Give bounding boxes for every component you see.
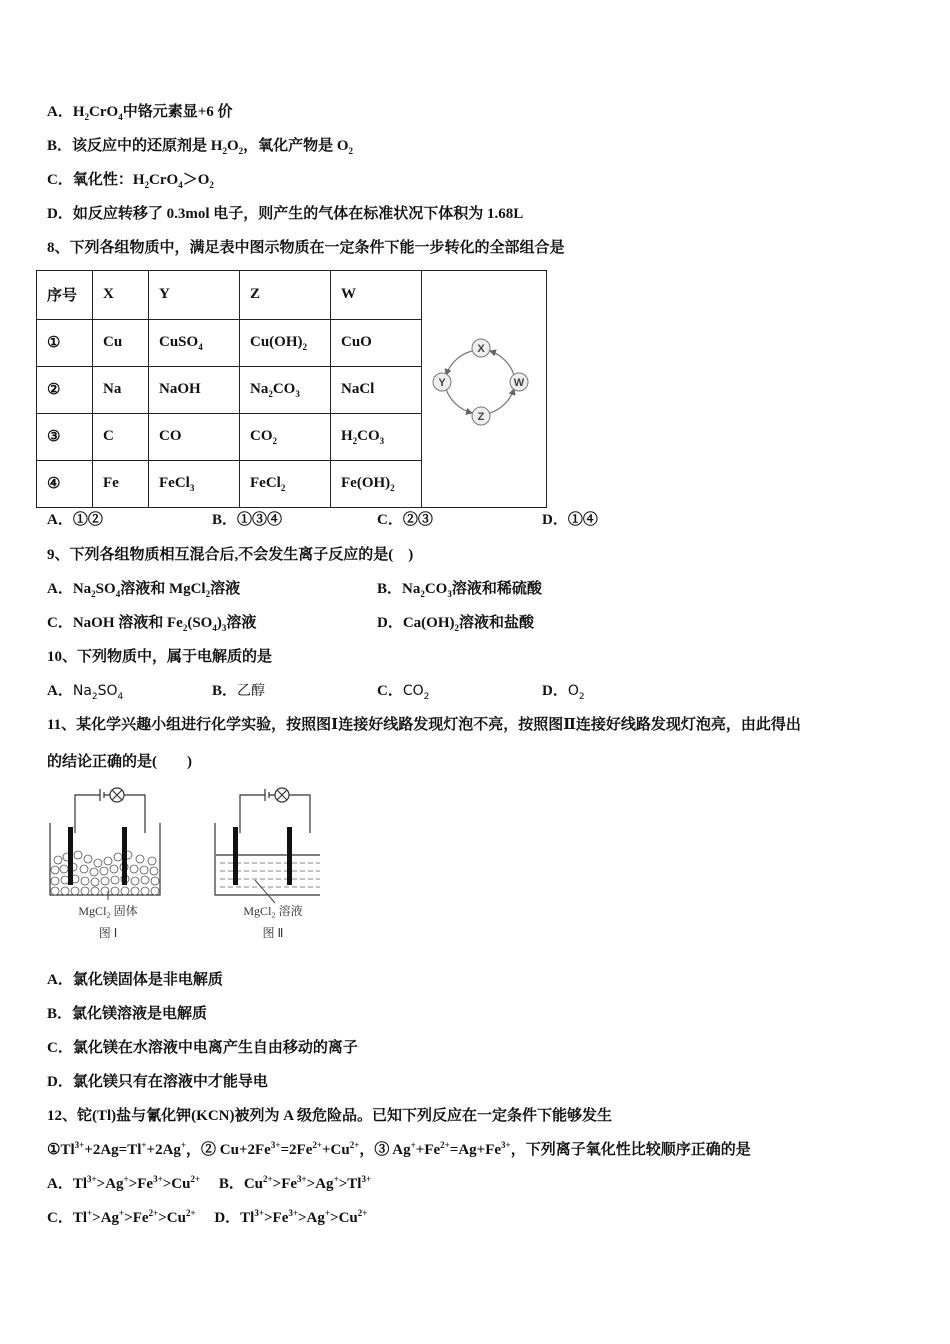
table-cell: ③ (37, 413, 93, 460)
q10-option-c: C．$CO_2$ (377, 683, 430, 702)
table-cell: $Fe(OH)_2$ (331, 460, 422, 507)
q7-option-d: D．如反应转移了 0.3mol 电子，则产生的气体在标准状况下体积为 1.68L (47, 206, 524, 222)
q11-figures (40, 785, 320, 945)
table-header: Z (240, 271, 331, 320)
q11-option-a: A．氯化镁固体是非电解质 (47, 972, 223, 988)
q11-stem: 11、某化学兴趣小组进行化学实验，按照图Ⅰ连接好线路发现灯泡不亮，按照图Ⅱ连接好线路发现灯泡亮，由此得出 (47, 717, 801, 733)
q8-stem: 8、下列各组物质中，满足表中图示物质在一定条件下能一步转化的全部组合是 (47, 240, 565, 256)
q8-option-a: A．①② (47, 512, 103, 528)
table-cell: ④ (37, 460, 93, 507)
table-cell: CuSO$_4$ (149, 319, 240, 366)
table-cell: $Na_2CO_3$ (240, 366, 331, 413)
node-z (472, 407, 490, 425)
q10-option-a: A．$Na_2SO_4$ (47, 683, 124, 702)
q11-option-c: C．氯化镁在水溶液中电离产生自由移动的离子 (47, 1040, 358, 1056)
table-header: X (93, 271, 149, 320)
table-cell: Cu (93, 319, 149, 366)
table-cell: CO (149, 413, 240, 460)
table-header-row (37, 271, 547, 320)
svg-text:W: W (513, 377, 525, 389)
q12-options-cd: C．$Tl^+>Ag^+>Fe^{2+}>Cu^{2+}$ D．$Tl^{3+}>Fe^{3+}>Ag^+>Cu^{2+}$ (47, 1208, 368, 1226)
q7-option-b: B．该反应中的还原剂是 $H_2O_2$，氧化产物是 $O_2$ (47, 138, 354, 156)
node-w (510, 373, 528, 391)
q8-option-c: C．②③ (377, 512, 433, 528)
electrode (122, 827, 127, 885)
table-cell: $Cu(OH)_2$ (240, 319, 331, 366)
table-cell: Na (93, 366, 149, 413)
table-cell: CuO (331, 319, 422, 366)
fig2-label: MgCl₂ 溶液 (243, 904, 303, 918)
table-header: W (331, 271, 422, 320)
table-cell: $CO_2$ (240, 413, 331, 460)
node-y (433, 373, 451, 391)
electrode (233, 827, 238, 885)
svg-text:Y: Y (438, 377, 446, 389)
table-cell: ② (37, 366, 93, 413)
q9-option-a: A．$Na_2SO_4$溶液和 MgCl$_2$溶液 (47, 581, 241, 599)
table-cell: FeCl$_3$ (149, 460, 240, 507)
svg-text:Z: Z (477, 411, 485, 423)
table-cell: FeCl$_2$ (240, 460, 331, 507)
electrode (287, 827, 292, 885)
q10-option-d: D．$O_2$ (542, 683, 585, 702)
fig1-caption: 图 Ⅰ (98, 926, 118, 940)
table-cell: NaCl (331, 366, 422, 413)
q9-option-d: D．$Ca(OH)_2$溶液和盐酸 (377, 615, 535, 633)
table-cell: C (93, 413, 149, 460)
table-cell: Fe (93, 460, 149, 507)
cycle-diagram-cell (422, 271, 547, 508)
q9-option-b: B．$Na_2CO_3$溶液和稀硫酸 (377, 581, 542, 599)
node-x (472, 339, 490, 357)
table-cell: ① (37, 319, 93, 366)
q11-stem-cont: 的结论正确的是( ) (47, 754, 192, 770)
q12-options-ab: A．$Tl^{3+}>Ag^+>Fe^{3+}>Cu^{2+}$ B．$Cu^{2+}>Fe^{3+}>Ag^+>Tl^{3+}$ (47, 1174, 372, 1192)
electrode (68, 827, 73, 885)
q9-option-c: C．NaOH 溶液和 $Fe_2(SO_4)_3$溶液 (47, 615, 257, 633)
q12-stem: 12、铊(Tl)盐与氰化钾(KCN)被列为 A 级危险品。已知下列反应在一定条件下能够发生 (47, 1108, 612, 1124)
q10-option-b: B．乙醇 (212, 683, 266, 699)
fig1-label: MgCl₂ 固体 (78, 904, 138, 918)
svg-text:X: X (477, 343, 485, 355)
q8-option-b: B．①③④ (212, 512, 283, 528)
table-cell: NaOH (149, 366, 240, 413)
table-cell: $H_2CO_3$ (331, 413, 422, 460)
table-header: 序号 (37, 271, 93, 320)
q9-stem: 9、下列各组物质相互混合后,不会发生离子反应的是( ) (47, 547, 414, 563)
cycle-diagram (422, 271, 546, 507)
q7-option-a: A．$H_2CrO_4$中铬元素显+6 价 (47, 104, 233, 122)
q8-option-d: D．①④ (542, 512, 598, 528)
q7-option-c: C．氧化性：$H_2CrO_4>O_2$ (47, 172, 214, 190)
q10-stem: 10、下列物质中，属于电解质的是 (47, 649, 273, 665)
q12-reactions: $①Tl^{3+}+2Ag=Tl^++2Ag^+$，② $Cu+2Fe^{3+}=2Fe^{2+}+Cu^{2+}$，③ $Ag^++Fe^{2+}=Ag+Fe^{3+}$，下列离子氧化性比较顺序正确的是 (47, 1140, 751, 1158)
table-header: Y (149, 271, 240, 320)
fig2-caption: 图 Ⅱ (262, 926, 284, 940)
q11-option-d: D．氯化镁只有在溶液中才能导电 (47, 1074, 268, 1090)
q8-table (36, 270, 547, 508)
q11-option-b: B．氯化镁溶液是电解质 (47, 1006, 208, 1022)
